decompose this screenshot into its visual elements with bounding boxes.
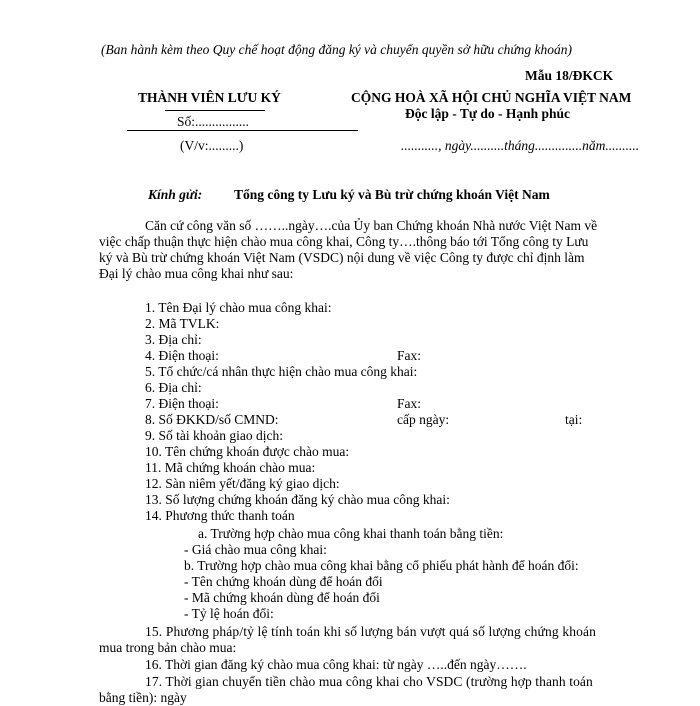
intro-line-3: ký và Bù trừ chứng khoán Việt Nam (VSDC) nội dung về việc Công ty được chỉ định làm bbox=[99, 250, 585, 265]
form-code: Mẫu 18/ĐKCK bbox=[525, 68, 614, 83]
depository-member-title: THÀNH VIÊN LƯU KÝ bbox=[138, 90, 281, 105]
document-subject: (V/v:.........) bbox=[180, 138, 244, 153]
item-17-line-2: bằng tiền): ngày bbox=[99, 690, 187, 705]
item-14b-ratio: - Tỷ lệ hoán đổi: bbox=[184, 606, 274, 621]
national-motto: Độc lập - Tự do - Hạnh phúc bbox=[405, 106, 571, 121]
item-14b-code: - Mã chứng khoán dùng để hoán đổi bbox=[184, 590, 380, 605]
recipient-label: Kính gửi: bbox=[148, 187, 203, 202]
document-number: Số:................ bbox=[177, 114, 250, 129]
item-8: 8. Số ĐKKD/số CMND: bbox=[145, 412, 279, 427]
item-7-fax: Fax: bbox=[397, 396, 422, 411]
issuance-note: (Ban hành kèm theo Quy chế hoạt động đăng ký và chuyển quyền sở hữu chứng khoán) bbox=[101, 42, 573, 57]
item-17-line-1: 17. Thời gian chuyển tiền chào mua công khai cho VSDC (trường hợp thanh toán bbox=[145, 674, 593, 689]
item-4-fax: Fax: bbox=[397, 348, 422, 363]
item-6: 6. Địa chỉ: bbox=[145, 380, 202, 395]
item-5: 5. Tổ chức/cá nhân thực hiện chào mua công khai: bbox=[145, 364, 418, 379]
item-7: 7. Điện thoại: bbox=[145, 396, 219, 411]
item-2: 2. Mã TVLK: bbox=[145, 316, 220, 331]
intro-line-2: việc chấp thuận thực hiện chào mua công khai, Công ty….thông báo tới Tổng công ty Lưu bbox=[99, 234, 589, 249]
item-12: 12. Sàn niêm yết/đăng ký giao dịch: bbox=[145, 476, 340, 491]
item-14b: b. Trường hợp chào mua công khai bằng cổ phiếu phát hành để hoán đổi: bbox=[184, 558, 579, 573]
intro-line-4: Đại lý chào mua công khai như sau: bbox=[99, 266, 294, 281]
recipient-name: Tổng công ty Lưu ký và Bù trừ chứng khoán Việt Nam bbox=[234, 187, 550, 202]
item-10: 10. Tên chứng khoán được chào mua: bbox=[145, 444, 350, 459]
item-14a: a. Trường hợp chào mua công khai thanh toán bằng tiền: bbox=[198, 526, 504, 541]
left-title-underline bbox=[165, 110, 265, 111]
intro-line-1: Căn cứ công văn số ……..ngày….của Ủy ban Chứng khoán Nhà nước Việt Nam về bbox=[145, 218, 598, 233]
item-13: 13. Số lượng chứng khoán đăng ký chào mua công khai: bbox=[145, 492, 450, 507]
item-8-issue-date: cấp ngày: bbox=[397, 412, 450, 427]
item-4: 4. Điện thoại: bbox=[145, 348, 219, 363]
item-1: 1. Tên Đại lý chào mua công khai: bbox=[145, 300, 332, 315]
item-16: 16. Thời gian đăng ký chào mua công khai: từ ngày …..đến ngày……. bbox=[145, 657, 527, 672]
country-title: CỘNG HOÀ XÃ HỘI CHỦ NGHĨA VIỆT NAM bbox=[351, 90, 632, 105]
item-3: 3. Địa chỉ: bbox=[145, 332, 202, 347]
item-15-line-1: 15. Phương pháp/tỷ lệ tính toán khi số lượng bán vượt quá số lượng chứng khoán bbox=[145, 624, 597, 639]
date-line: ..........., ngày..........tháng..............năm.......... bbox=[401, 138, 640, 153]
item-14a-price: - Giá chào mua công khai: bbox=[184, 542, 327, 557]
item-15-line-2: mua trong bản chào mua: bbox=[99, 640, 237, 655]
item-8-place: tại: bbox=[565, 412, 583, 427]
item-14: 14. Phương thức thanh toán bbox=[145, 508, 295, 523]
item-11: 11. Mã chứng khoán chào mua: bbox=[145, 460, 316, 475]
left-number-underline bbox=[127, 130, 358, 131]
item-9: 9. Số tài khoản giao dịch: bbox=[145, 428, 283, 443]
item-14b-name: - Tên chứng khoán dùng để hoán đổi bbox=[184, 574, 383, 589]
